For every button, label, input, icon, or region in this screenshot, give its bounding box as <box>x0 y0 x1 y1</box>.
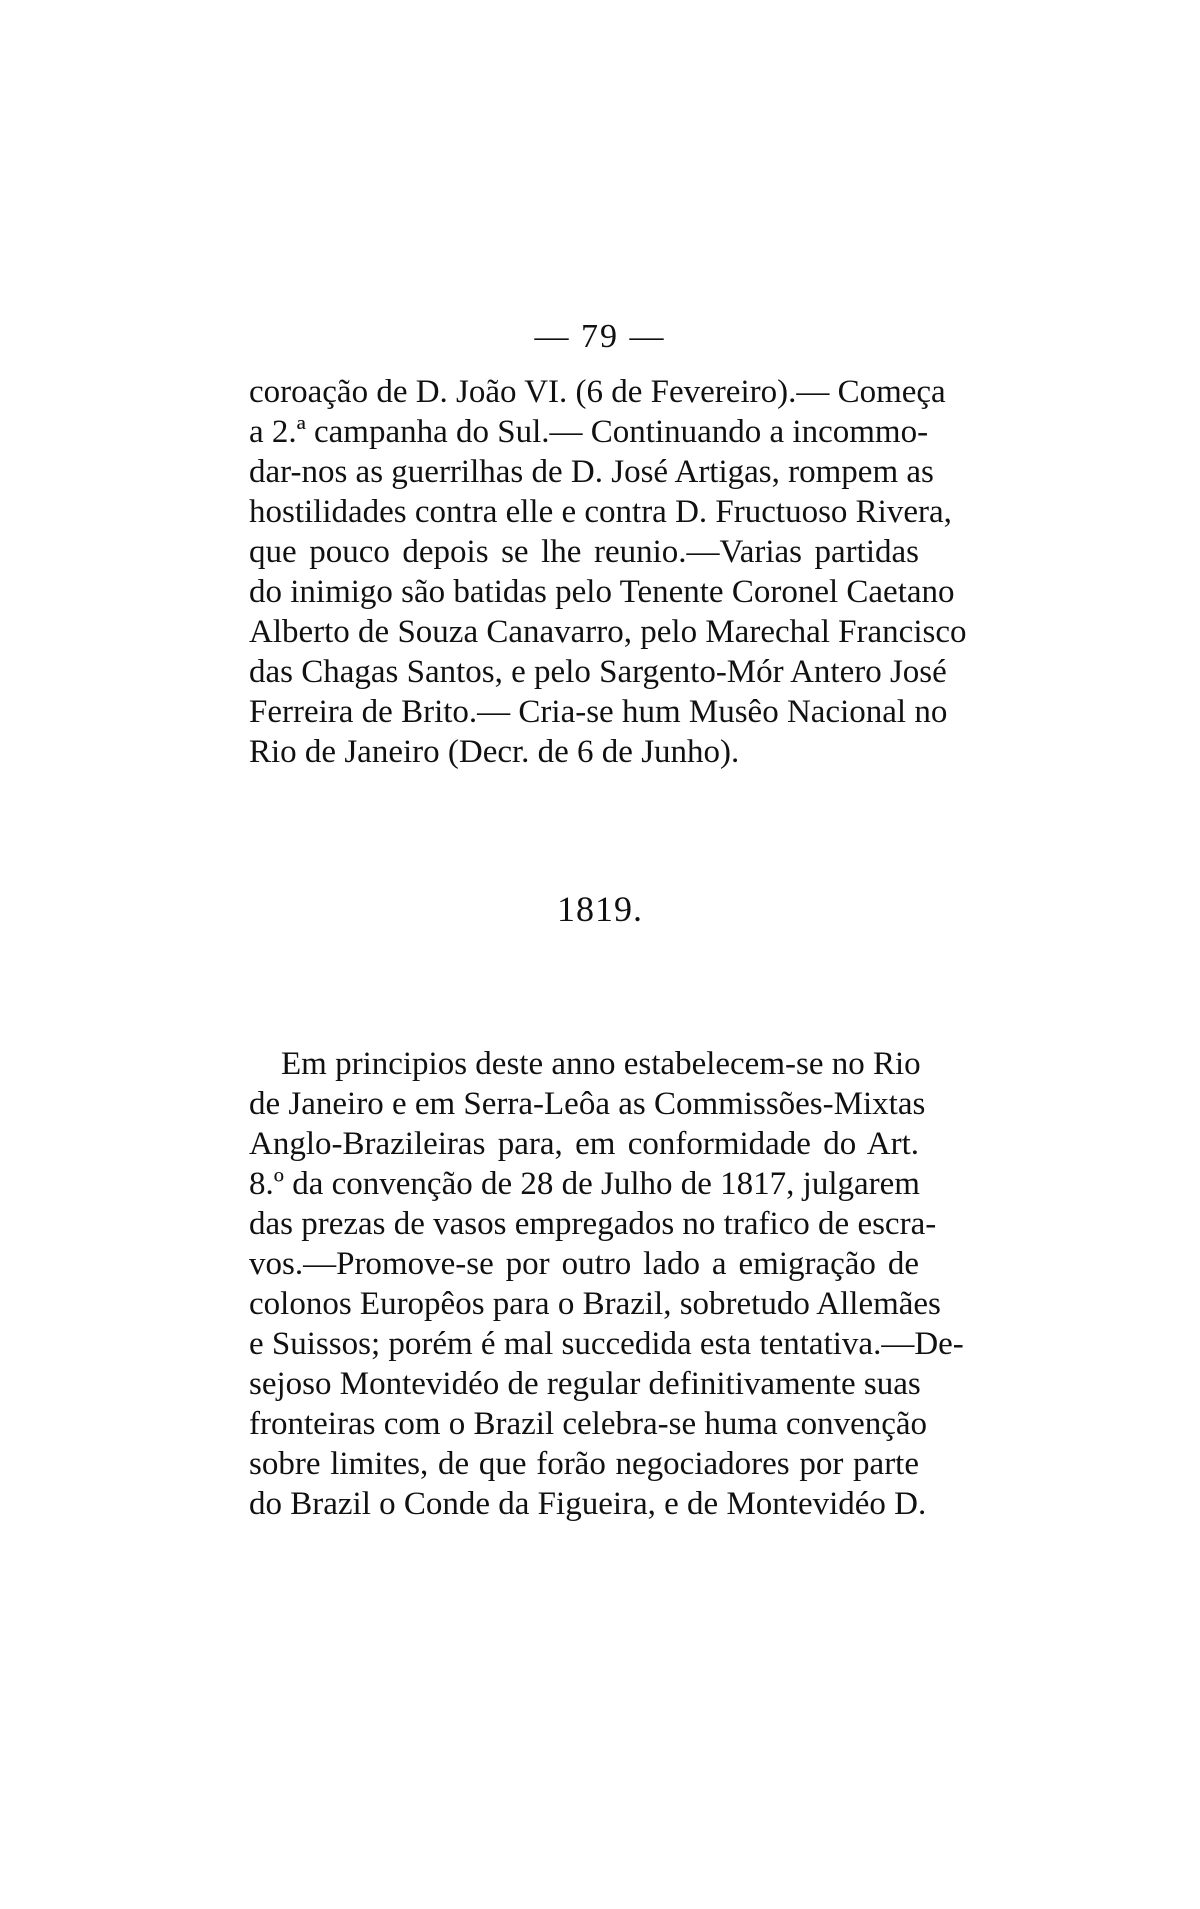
text-line: e Suissos; porém é mal succedida esta tentativa.—De- <box>249 1326 964 1362</box>
text-line: hostilidades contra elle e contra D. Fructuoso Rivera, <box>249 494 952 530</box>
text-line: Alberto de Souza Canavarro, pelo Marechal Francisco <box>249 614 967 650</box>
text-line: dar-nos as guerrilhas de D. José Artigas, rompem as <box>249 454 934 490</box>
text-line: que pouco depois se lhe reunio.—Varias partidas <box>249 534 919 570</box>
text-line: do Brazil o Conde da Figueira, e de Montevidéo D. <box>249 1486 927 1522</box>
paragraph-1818-events <box>249 372 967 772</box>
text-line: coroação de D. João VI. (6 de Fevereiro).— Começa <box>249 374 946 410</box>
text-line: fronteiras com o Brazil celebra-se huma convenção <box>249 1406 928 1442</box>
text-line: das Chagas Santos, e pelo Sargento-Mór Antero José <box>249 654 947 690</box>
text-line: Em principios deste anno estabelecem-se no Rio <box>281 1046 921 1082</box>
page-number: — 79 — <box>534 318 666 355</box>
year-heading: 1819. <box>557 889 643 929</box>
text-line: das prezas de vasos empregados no trafico de escra- <box>249 1206 937 1242</box>
text-line: Rio de Janeiro (Decr. de 6 de Junho). <box>249 734 740 770</box>
text-line: do inimigo são batidas pelo Tenente Coronel Caetano <box>249 574 955 610</box>
text-line: sejoso Montevidéo de regular definitivamente suas <box>249 1366 921 1402</box>
text-line: a 2.ª campanha do Sul.— Continuando a incommo- <box>249 414 929 450</box>
text-line: colonos Europêos para o Brazil, sobretudo Allemães <box>249 1286 941 1322</box>
text-line: vos.—Promove-se por outro lado a emigração de <box>249 1246 919 1282</box>
text-line: Ferreira de Brito.— Cria-se hum Musêo Nacional no <box>249 694 948 730</box>
text-line: Anglo-Brazileiras para, em conformidade do Art. <box>249 1126 919 1162</box>
text-line: de Janeiro e em Serra-Leôa as Commissões-Mixtas <box>249 1086 926 1122</box>
text-line: 8.º da convenção de 28 de Julho de 1817, julgarem <box>249 1166 920 1202</box>
text-line: sobre limites, de que forão negociadores por parte <box>249 1446 919 1482</box>
paragraph-1819-events <box>249 1044 964 1524</box>
